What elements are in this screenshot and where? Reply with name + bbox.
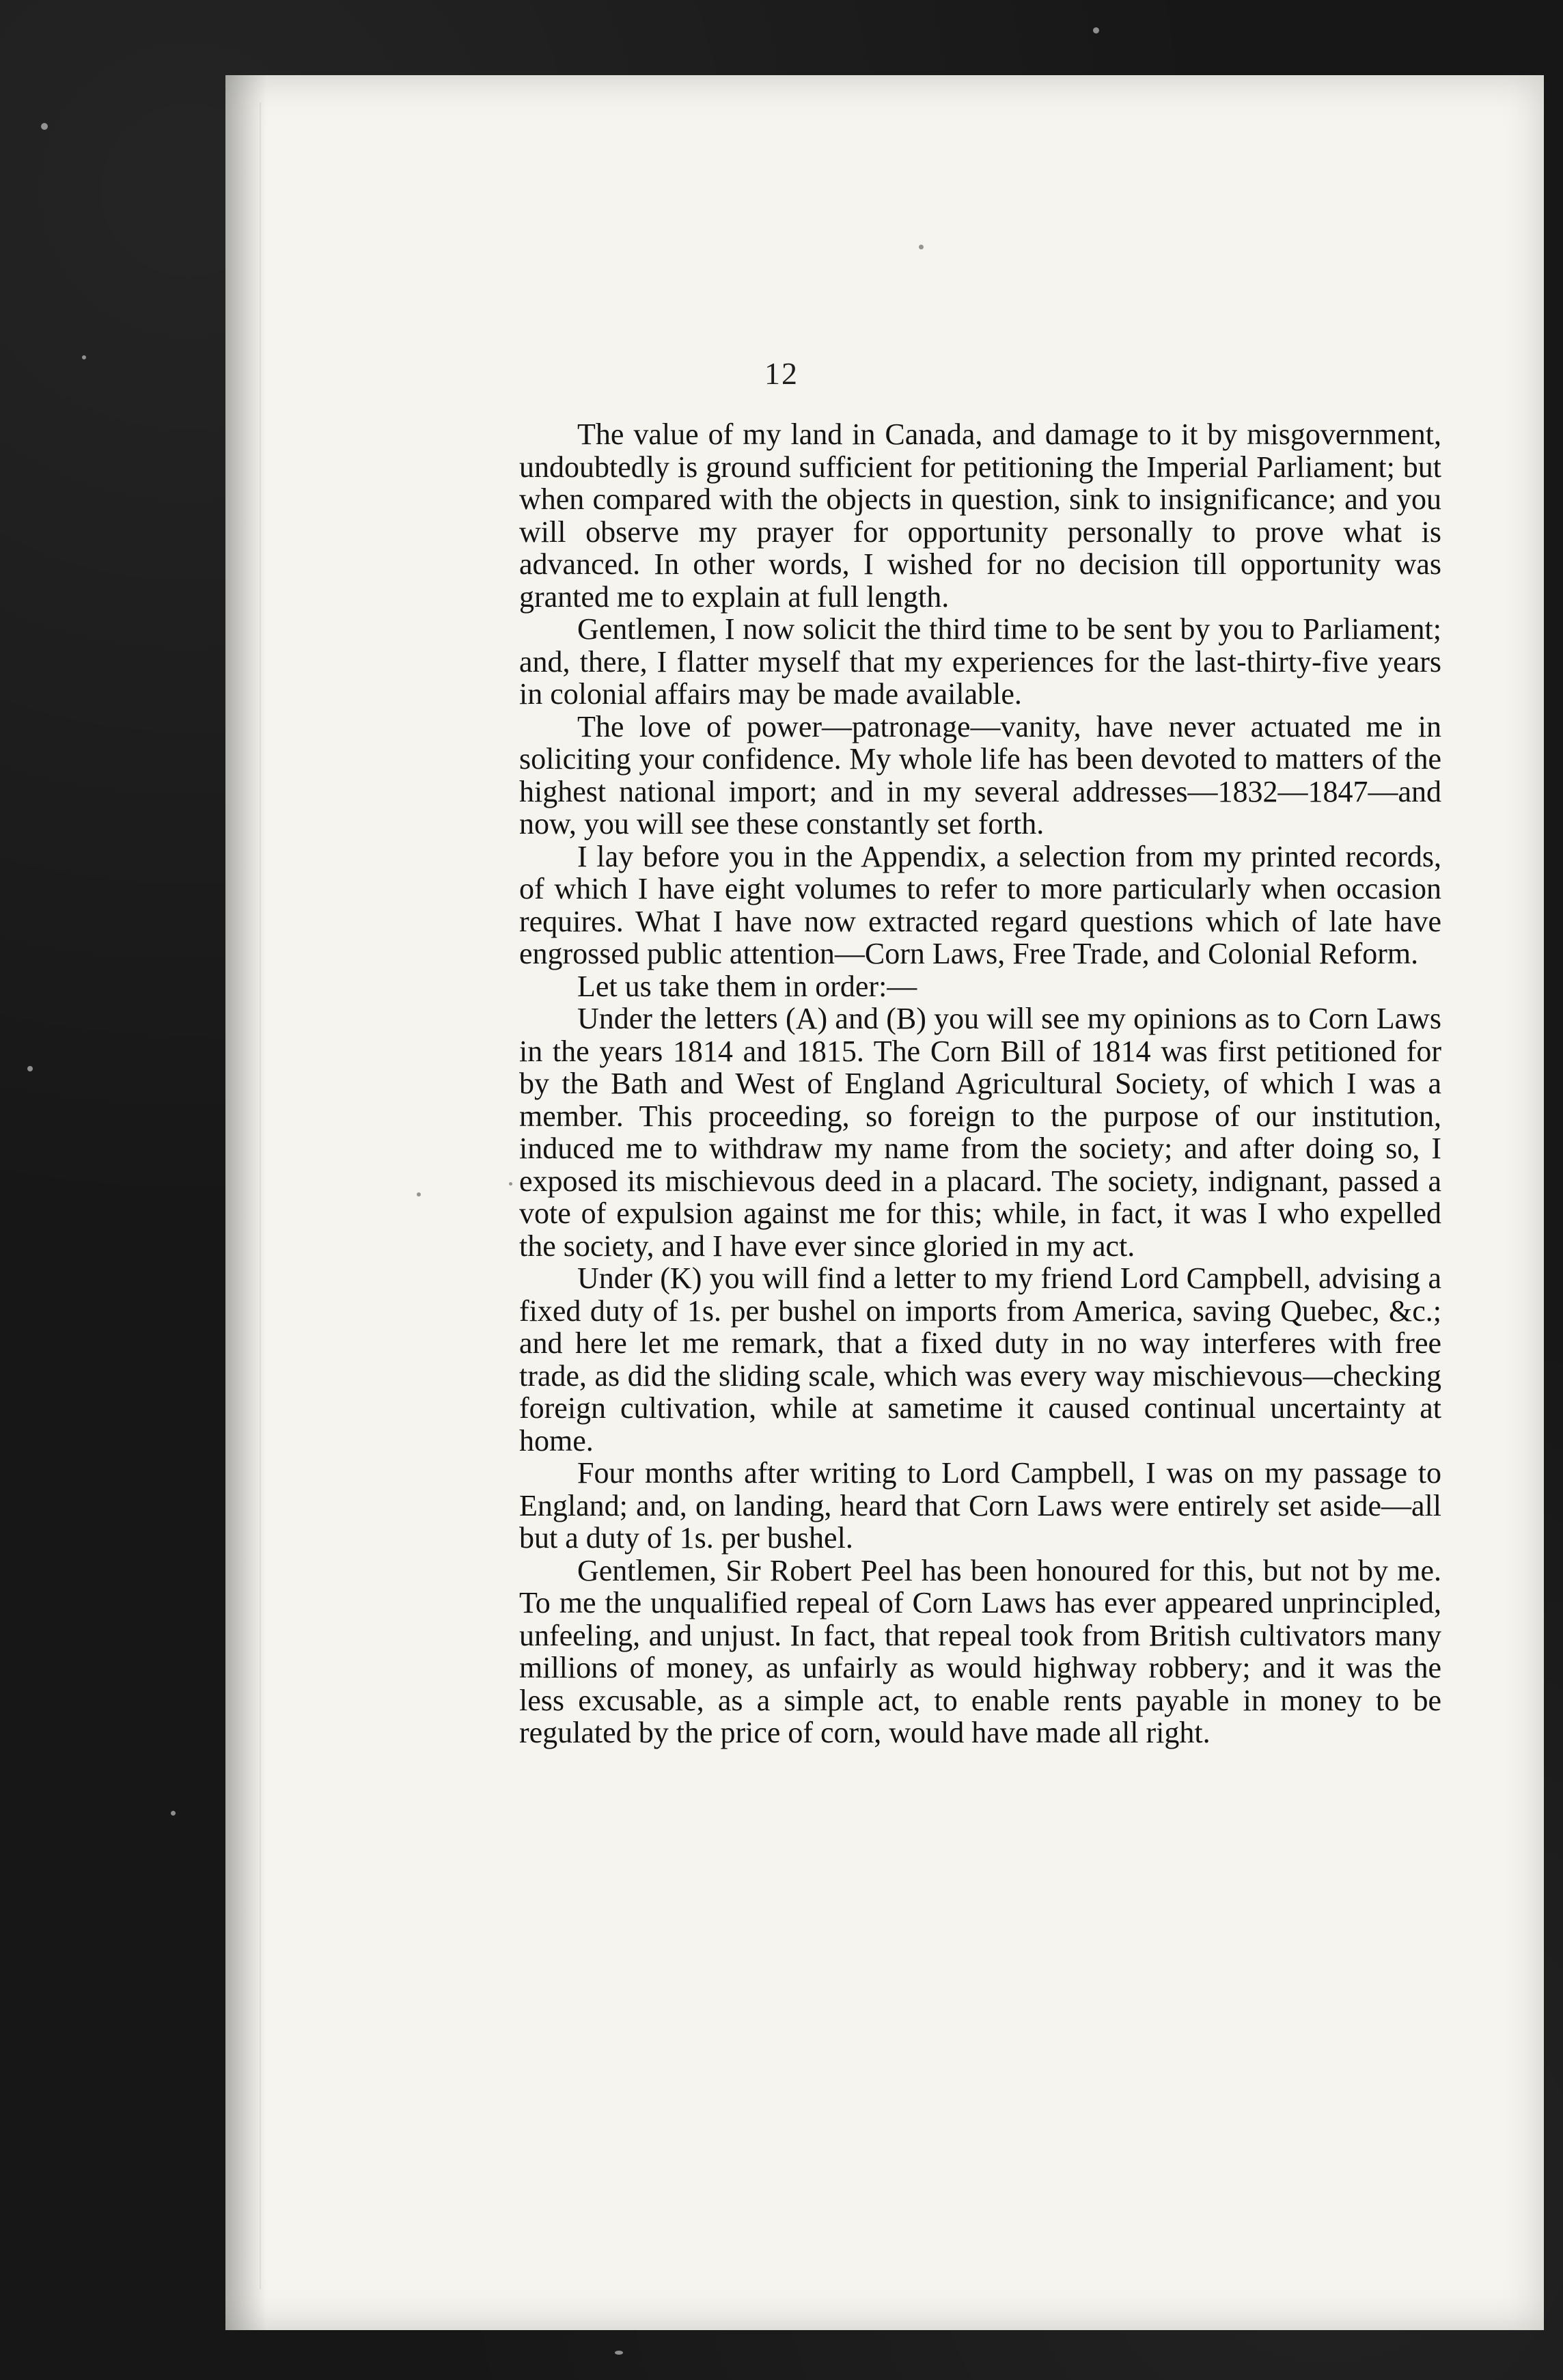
paragraph: I lay before you in the Appendix, a selection from my printed records, of which I have eight volumes to refer to more particularly when occasion requires. What I have now extracted regard questions which of late have engrossed public attention—Corn Laws, Free Trade, and Colonial Reform. (519, 839, 1441, 970)
paper-speck (417, 1192, 421, 1196)
paragraph: Four months after writing to Lord Campbell, I was on my passage to England; and, on landing, heard that Corn Laws were entirely set aside—all but a duty of 1s. per bushel. (519, 1456, 1441, 1555)
paper-speck (509, 1182, 512, 1186)
page-body (519, 418, 1441, 1749)
paragraph: The value of my land in Canada, and damage to it by misgovernment, undoubtedly is ground sufficient for petitioning the Imperial Parliament; but when compared with the objects in question, sink to insignificance; and you will observe my prayer for opportunity personally to prove what is advanced. In other words, I wished for no decision till opportunity was granted me to explain at full length. (519, 418, 1441, 614)
scan-speck (41, 123, 48, 130)
scan-speck (27, 1066, 33, 1071)
paragraph: Let us take them in order:— (577, 969, 917, 1003)
paragraph: Under (K) you will find a letter to my friend Lord Campbell, advising a fixed duty of 1s. per bushel on imports from America, saving Quebec, &c.; and here let me remark, that a fixed duty in no way interferes with free trade, as did the sliding scale, which was every way mischievous—checking foreign cultivation, while at sametime it caused continual uncertainty at home. (519, 1261, 1441, 1458)
scan-speck (1093, 27, 1099, 33)
paragraph: The love of power—patronage—vanity, have never actuated me in soliciting your confidence. My whole life has been devoted to matters of the highest national import; and in my several addresses—1832—1847—and now, you will see these constantly set forth. (519, 709, 1441, 840)
scan-speck (171, 1811, 176, 1816)
paragraph: Gentlemen, I now solicit the third time to be sent by you to Parliament; and, there, I flatter myself that my experiences for the last-thirty-five years in colonial affairs may be made available. (519, 612, 1441, 711)
page-fold-line (260, 102, 261, 2289)
paragraph: Gentlemen, Sir Robert Peel has been honoured for this, but not by me. To me the unqualified repeal of Corn Laws has ever appeared unprincipled, unfeeling, and unjust. In fact, that repeal took from British cultivators many millions of money, as unfairly as would highway robbery; and it was the less excusable, as a simple act, to enable rents payable in money to be regulated by the price of corn, would have made all right. (519, 1553, 1441, 1749)
paper-speck (919, 245, 924, 249)
page-number: 12 (764, 356, 799, 391)
scan-speck (615, 2351, 623, 2355)
paragraph: Under the letters (A) and (B) you will see my opinions as to Corn Laws in the years 1814 and 1815. The Corn Bill of 1814 was first petitioned for by the Bath and West of England Agricultural Society, of which I was a member. This proceeding, so foreign to the purpose of our institution, induced me to withdraw my name from the society; and after doing so, I exposed its mischievous deed in a placard. The society, indignant, passed a vote of expulsion against me for this; while, in fact, it was I who expelled the society, and I have ever since gloried in my act. (519, 1002, 1441, 1263)
